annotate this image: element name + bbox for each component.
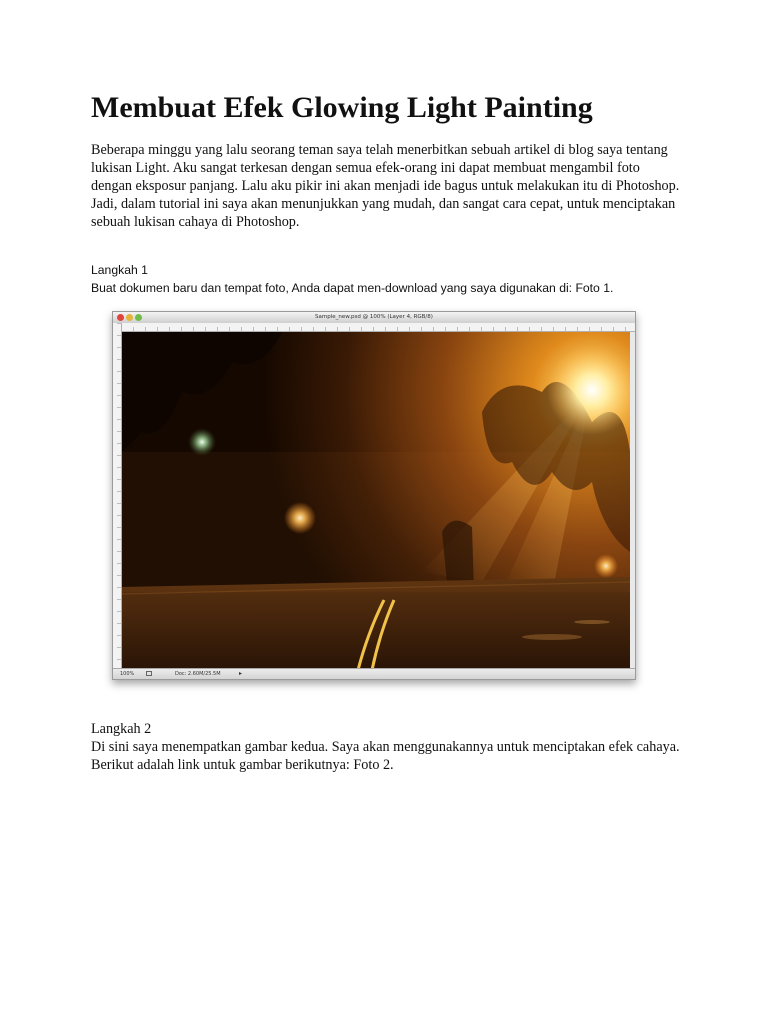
step-2-label: Langkah 2 <box>91 721 152 737</box>
status-icon <box>146 671 152 676</box>
step-2-text: Di sini saya menempatkan gambar kedua. Saya akan menggunakannya untuk menciptakan efek cahaya. Berikut adalah link untuk gambar berikutnya: Foto 2. <box>91 739 680 773</box>
photoshop-window-screenshot <box>112 311 636 680</box>
photo-canvas <box>122 332 630 670</box>
status-arrow-icon: ▸ <box>239 670 243 677</box>
step-1-label: Langkah 1 <box>91 263 148 277</box>
window-title: Sample_new.psd @ 100% (Layer 4, RGB/8) <box>315 314 433 320</box>
page-title: Membuat Efek Glowing Light Painting <box>91 91 593 124</box>
vertical-ruler <box>113 323 122 668</box>
zoom-readout: 100% <box>120 671 135 677</box>
intro-paragraph: Beberapa minggu yang lalu seorang teman saya telah menerbitkan sebuah artikel di blog saya tentang lukisan Light. Aku sangat terkesan dengan semua efek-orang ini dapat membuat mengambil foto dengan eksposur panjang. Lalu aku pikir ini akan menjadi ide bagus untuk melakukan itu di Photoshop. Jadi, dalam tutorial ini saya akan menunjukkan yang mudah, dan sangat cara cepat, untuk menciptakan sebuah lukisan cahaya di Photoshop. <box>91 142 680 230</box>
horizontal-ruler <box>121 323 635 332</box>
night-street-fog-photo <box>122 332 630 670</box>
step-1-text: Buat dokumen baru dan tempat foto, Anda dapat men-download yang saya digunakan di: Foto 1. <box>91 281 614 295</box>
window-statusbar <box>113 668 635 679</box>
doc-size-readout: Doc: 2.60M/25.5M <box>175 671 221 677</box>
